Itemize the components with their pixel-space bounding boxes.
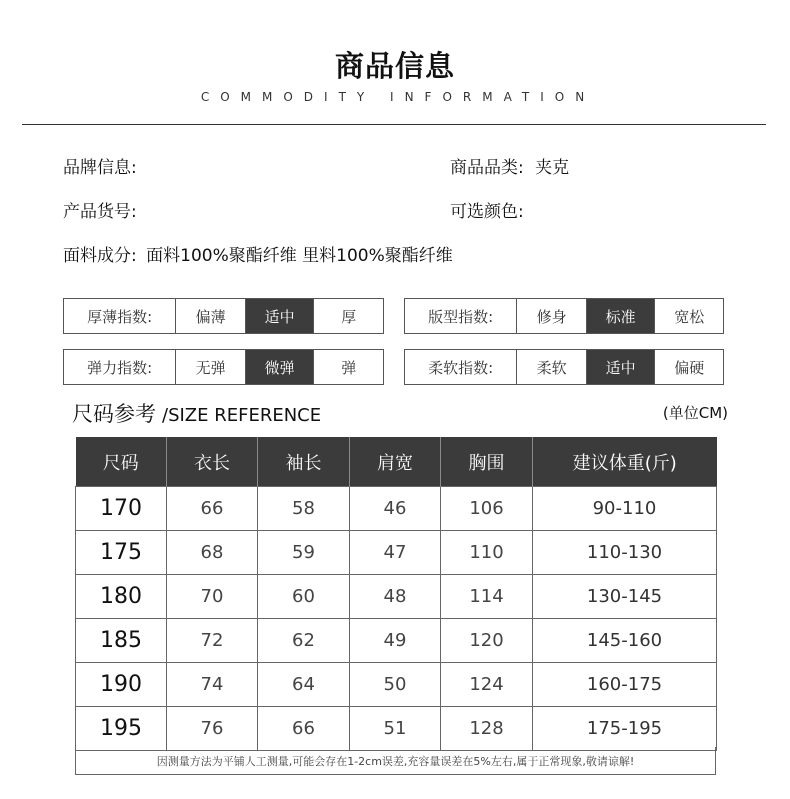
table-cell: 70	[167, 575, 258, 619]
table-cell: 120	[441, 619, 533, 663]
fabric-label: 面料成分:	[63, 246, 137, 266]
table-cell: 128	[441, 707, 533, 751]
table-row	[76, 531, 717, 575]
thickness-index	[63, 298, 384, 334]
softness-index-label: 柔软指数:	[428, 358, 494, 377]
fit-index-label: 版型指数:	[428, 307, 494, 326]
size-cell: 195	[76, 707, 167, 751]
weight-cell: 90-110	[533, 487, 717, 531]
column-header: 胸围	[441, 437, 533, 487]
fit-option-selected: 标准	[586, 299, 655, 333]
column-header: 衣长	[167, 437, 258, 487]
weight-cell: 110-130	[533, 531, 717, 575]
sku-info	[63, 197, 137, 222]
table-cell: 124	[441, 663, 533, 707]
table-cell: 59	[258, 531, 350, 575]
page-title: 商品信息	[334, 49, 455, 83]
table-cell: 110	[441, 531, 533, 575]
weight-cell: 160-175	[533, 663, 717, 707]
size-cell: 175	[76, 531, 167, 575]
table-cell: 66	[167, 487, 258, 531]
color-label: 可选颜色:	[450, 202, 524, 222]
size-table	[75, 437, 717, 751]
size-title-en: /SIZE REFERENCE	[162, 405, 322, 426]
softness-option: 偏硬	[654, 350, 723, 384]
fit-option: 宽松	[654, 299, 723, 333]
table-cell: 58	[258, 487, 350, 531]
weight-cell: 130-145	[533, 575, 717, 619]
fabric-info	[63, 241, 453, 266]
table-cell: 66	[258, 707, 350, 751]
table-cell: 106	[441, 487, 533, 531]
fabric-value: 面料100%聚酯纤维 里料100%聚酯纤维	[146, 246, 453, 266]
thickness-option-selected: 适中	[245, 299, 314, 333]
table-row	[76, 487, 717, 531]
table-cell: 48	[350, 575, 441, 619]
softness-option: 柔软	[516, 350, 586, 384]
fit-option: 修身	[516, 299, 586, 333]
page-subtitle: COMMODITY INFORMATION	[200, 90, 596, 104]
size-reference-title	[72, 398, 321, 428]
category-info	[450, 153, 569, 178]
fit-index	[404, 298, 724, 334]
size-cell: 185	[76, 619, 167, 663]
weight-cell: 145-160	[533, 619, 717, 663]
table-cell: 68	[167, 531, 258, 575]
table-cell: 49	[350, 619, 441, 663]
softness-option-selected: 适中	[586, 350, 655, 384]
table-cell: 114	[441, 575, 533, 619]
size-cell: 170	[76, 487, 167, 531]
elasticity-option: 无弹	[175, 350, 245, 384]
thickness-option: 偏薄	[175, 299, 245, 333]
elasticity-option: 弹	[313, 350, 383, 384]
column-header: 尺码	[76, 437, 167, 487]
table-cell: 51	[350, 707, 441, 751]
softness-index	[404, 349, 724, 385]
column-header: 肩宽	[350, 437, 441, 487]
sku-label: 产品货号:	[63, 202, 137, 222]
column-header: 建议体重(斤)	[533, 437, 717, 487]
table-row	[76, 707, 717, 751]
size-table-header	[76, 437, 717, 487]
table-cell: 60	[258, 575, 350, 619]
elasticity-index-label: 弹力指数:	[87, 358, 153, 377]
thickness-index-label: 厚薄指数:	[87, 307, 153, 326]
color-info	[450, 197, 524, 222]
brand-label: 品牌信息:	[63, 158, 137, 178]
brand-info	[63, 153, 137, 178]
column-header: 袖长	[258, 437, 350, 487]
table-cell: 46	[350, 487, 441, 531]
measurement-note: 因测量方法为平铺人工测量,可能会存在1-2cm误差,充容量误差在5%左右,属于正常现象,敬请谅解!	[75, 747, 716, 775]
table-cell: 50	[350, 663, 441, 707]
table-row	[76, 619, 717, 663]
elasticity-option-selected: 微弹	[245, 350, 314, 384]
size-cell: 180	[76, 575, 167, 619]
unit-label: (单位CM)	[662, 404, 728, 422]
elasticity-index	[63, 349, 384, 385]
table-row	[76, 663, 717, 707]
header-divider	[22, 124, 766, 125]
table-cell: 64	[258, 663, 350, 707]
category-value: 夹克	[535, 158, 570, 178]
category-label: 商品品类:	[450, 158, 524, 178]
weight-cell: 175-195	[533, 707, 717, 751]
size-cell: 190	[76, 663, 167, 707]
thickness-option: 厚	[313, 299, 383, 333]
table-cell: 72	[167, 619, 258, 663]
table-cell: 74	[167, 663, 258, 707]
table-cell: 76	[167, 707, 258, 751]
table-cell: 62	[258, 619, 350, 663]
table-row	[76, 575, 717, 619]
size-title-cn: 尺码参考	[72, 402, 156, 426]
table-cell: 47	[350, 531, 441, 575]
